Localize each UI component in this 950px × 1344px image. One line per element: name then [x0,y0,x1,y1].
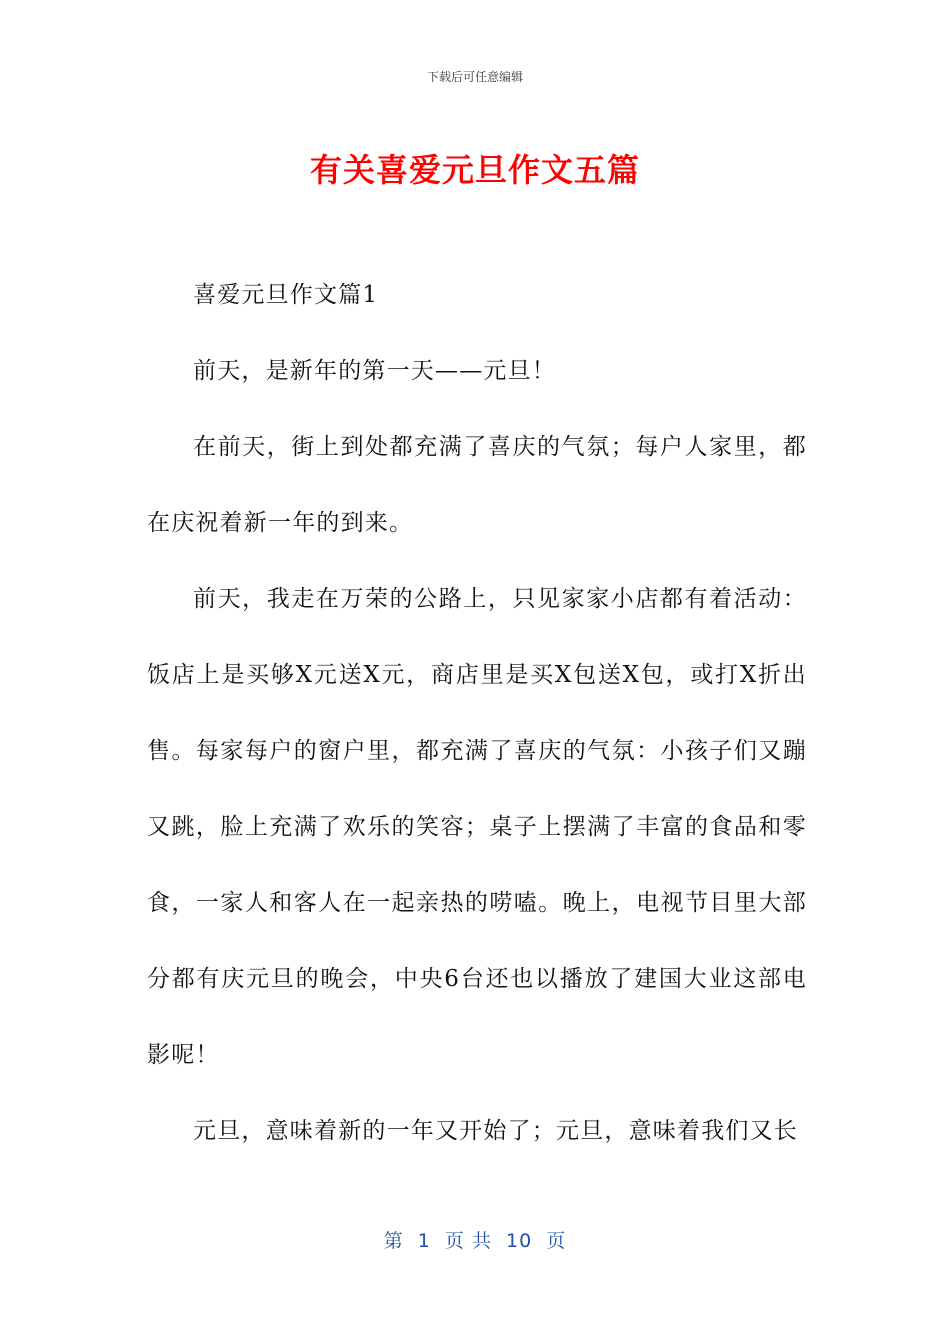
section-heading: 喜爱元旦作文篇1 [193,282,379,308]
document-body [147,276,807,1188]
header-note: 下载后可任意编辑 [426,70,523,84]
paragraph: 在前天，街上到处都充满了喜庆的气氛；每户人家里，都在庆祝着新一年的到来。 [147,434,807,536]
paragraph: 前天，是新年的第一天——元旦！ [193,358,556,384]
page-footer [0,1226,950,1253]
paragraph: 元旦，意味着新的一年又开始了；元旦，意味着我们又长 [193,1118,798,1144]
paragraph: 前天，我走在万荣的公路上，只见家家小店都有着活动：饭店上是买够X元送X元，商店里是买X包送X包，或打X折出售。每家每户的窗户里，都充满了喜庆的气氛：小孩子们又蹦又跳，脸上充满了欢乐的笑容；桌子上摆满了丰富的食品和零食，一家人和客人在一起亲热的唠嗑。晚上，电视节目里大部分都有庆元旦的晚会，中央6台还也以播放了建国大业这部电影呢！ [147,586,807,1068]
document-title: 有关喜爱元旦作文五篇 [309,151,640,189]
page-number-text: 第 1 页 共 10 页 [383,1230,567,1252]
